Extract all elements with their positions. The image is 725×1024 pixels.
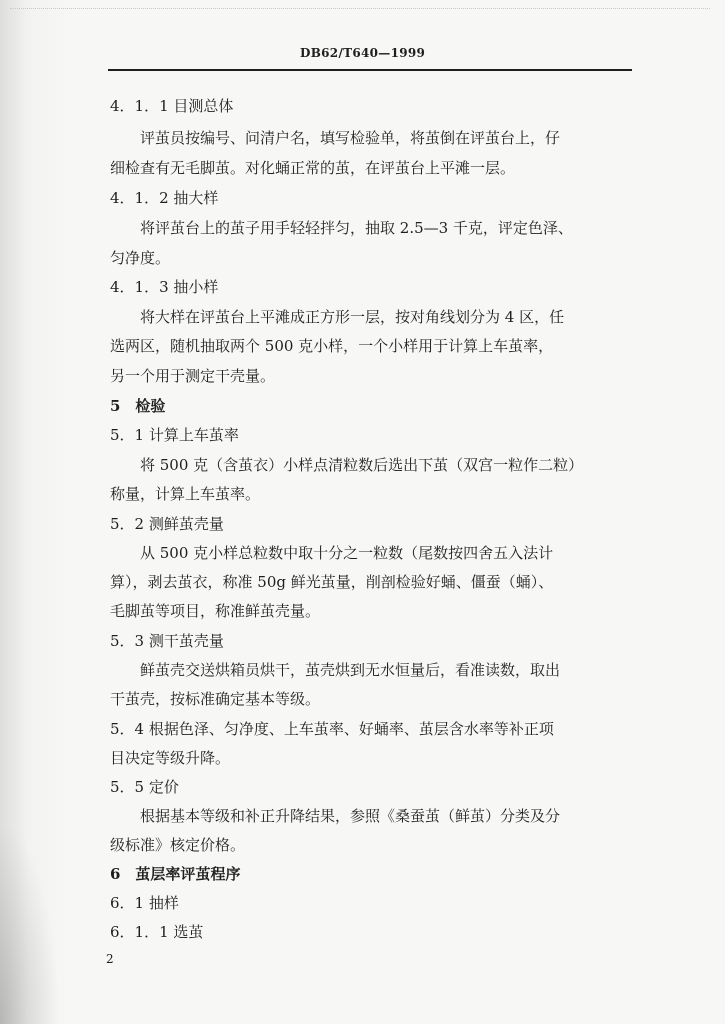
body-text: 另一个用于测定干壳量。 [110,367,276,385]
heading-5: 5 检验 [110,397,166,415]
body-text: 干茧壳，按标准确定基本等级。 [110,690,321,708]
scan-dots [10,8,710,9]
scan-shadow-bottom [0,820,60,1024]
heading-4-1-1: 4．1．1 目测总体 [110,97,234,115]
heading-6: 6 茧层率评茧程序 [110,865,241,883]
header-rule [108,69,632,71]
body-text: 级标准》核定价格。 [110,836,246,854]
document-header: DB62/T640—1999 [300,46,426,60]
heading-6-1-1: 6．1．1 选茧 [110,923,204,941]
body-text: 目决定等级升降。 [110,749,231,767]
body-text: 算），剥去茧衣，称准 50g 鲜光茧量，削剖检验好蛹、僵蚕（蛹）、 [110,573,554,591]
body-text: 将评茧台上的茧子用手轻轻拌匀，抽取 2.5—3 千克，评定色泽、 [140,219,573,237]
body-text: 匀净度。 [110,249,171,267]
body-text: 评茧员按编号、问清户名，填写检验单，将茧倒在评茧台上，仔 [140,129,561,147]
page-number: 2 [106,952,114,966]
heading-5-5: 5．5 定价 [110,778,179,796]
heading-5-3: 5．3 测干茧壳量 [110,632,224,650]
heading-5-1: 5．1 计算上车茧率 [110,426,239,444]
body-text: 从 500 克小样总粒数中取十分之一粒数（尾数按四舍五入法计 [140,544,554,562]
heading-6-1: 6．1 抽样 [110,894,179,912]
body-text: 将大样在评茧台上平滩成正方形一层，按对角线划分为 4 区，任 [140,308,565,326]
heading-4-1-3: 4．1．3 抽小样 [110,278,219,296]
heading-5-4: 5．4 根据色泽、匀净度、上车茧率、好蛹率、茧层含水率等补正项 [110,720,554,738]
heading-4-1-2: 4．1．2 抽大样 [110,189,219,207]
body-text: 称量，计算上车茧率。 [110,485,261,503]
body-text: 鲜茧壳交送烘箱员烘干，茧壳烘到无水恒量后，看准读数，取出 [140,661,561,679]
body-text: 细检查有无毛脚茧。对化蛹正常的茧，在评茧台上平滩一层。 [110,159,516,177]
body-text: 选两区，随机抽取两个 500 克小样，一个小样用于计算上车茧率， [110,337,554,355]
body-text: 根据基本等级和补正升降结果，参照《桑蚕茧（鲜茧）分类及分 [140,807,561,825]
heading-5-2: 5．2 测鲜茧壳量 [110,515,224,533]
body-text: 毛脚茧等项目，称准鲜茧壳量。 [110,602,321,620]
body-text: 将 500 克（含茧衣）小样点清粒数后选出下茧（双宫一粒作二粒） [140,456,584,474]
